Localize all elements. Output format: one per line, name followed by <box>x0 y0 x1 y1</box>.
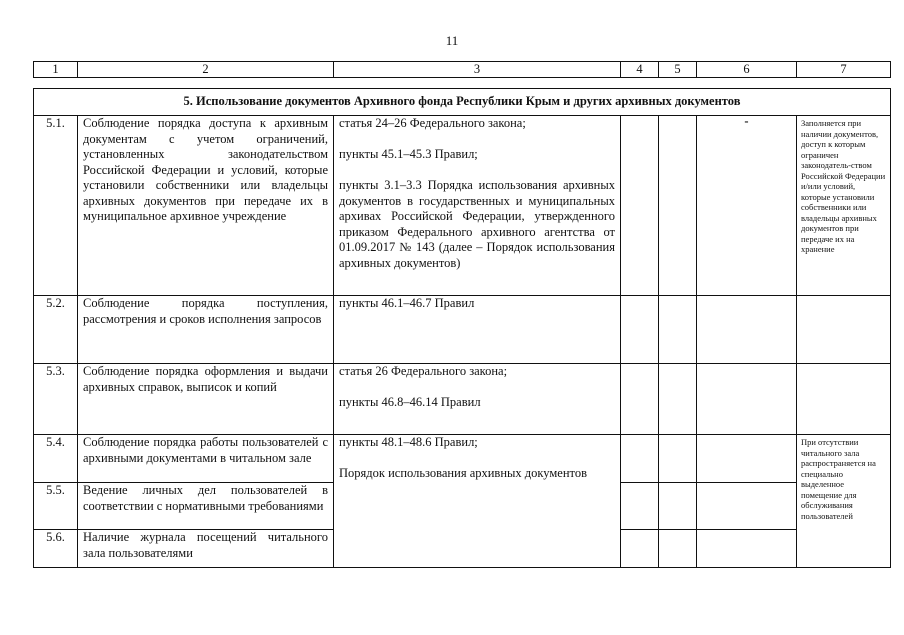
legal-basis-line: пункты 46.8–46.14 Правил <box>339 395 481 409</box>
spacer-row <box>34 78 891 89</box>
legal-basis-line: пункты 3.1–3.3 Порядка использования архивных документов в государственных и муниципальных архивах Российской Федерации, утвержденного приказом Федерального архивного агентства от 01.09.2017 № 143 (далее – Порядок использования архивных документов) <box>339 178 615 270</box>
requirement-text: Наличие журнала посещений читального зала пользователями <box>78 530 334 568</box>
column-header-7: 7 <box>797 62 891 78</box>
legal-basis-cell <box>334 296 621 364</box>
column-header-6: 6 <box>697 62 797 78</box>
legal-basis-cell <box>334 364 621 435</box>
requirement-text: Соблюдение порядка доступа к архивным документам с учетом ограничений, установленных законодательством Российской Федерации и условий, которые установили собственники или владельцы архивных документов при передаче их в муниципальное архивное учреждение <box>78 116 334 296</box>
note-text: При отсутствии читального зала распространяется на специально выделенное помещение для обслуживания пользователей <box>797 435 891 568</box>
table-row <box>34 364 891 435</box>
section-heading-row <box>34 89 891 116</box>
column-header-5: 5 <box>659 62 697 78</box>
legal-basis-cell <box>334 116 621 296</box>
not-applicable-cell: - <box>697 116 797 296</box>
row-number: 5.5. <box>34 483 78 530</box>
inspection-table <box>33 61 891 568</box>
legal-basis-line: Порядок использования архивных документов <box>339 466 587 480</box>
page-number: 11 <box>445 33 459 48</box>
legal-basis-line: статья 26 Федерального закона; <box>339 364 508 378</box>
requirement-text: Соблюдение порядка работы пользователей с архивными документами в читальном зале <box>78 435 334 483</box>
row-number: 5.2. <box>34 296 78 364</box>
legal-basis-line: пункты 46.1–46.7 Правил <box>339 296 475 310</box>
legal-basis-line: пункты 45.1–45.3 Правил; <box>339 147 478 161</box>
table-row <box>34 296 891 364</box>
legal-basis-cell <box>334 435 621 568</box>
legal-basis-line: пункты 48.1–48.6 Правил; <box>339 435 478 449</box>
answer-yes-cell <box>621 116 659 296</box>
column-header-4: 4 <box>621 62 659 78</box>
column-number-row <box>34 62 891 78</box>
column-header-3: 3 <box>334 62 621 78</box>
requirement-text: Соблюдение порядка оформления и выдачи архивных справок, выписок и копий <box>78 364 334 435</box>
table-row <box>34 116 891 296</box>
row-number: 5.3. <box>34 364 78 435</box>
legal-basis-line: статья 24–26 Федерального закона; <box>339 116 526 130</box>
row-number: 5.1. <box>34 116 78 296</box>
row-number: 5.6. <box>34 530 78 568</box>
column-header-2: 2 <box>78 62 334 78</box>
column-header-1: 1 <box>34 62 78 78</box>
row-number: 5.4. <box>34 435 78 483</box>
answer-no-cell <box>659 116 697 296</box>
requirement-text: Соблюдение порядка поступления, рассмотрения и сроков исполнения запросов <box>78 296 334 364</box>
section-title: 5. Использование документов Архивного фонда Республики Крым и других архивных документов <box>34 89 891 116</box>
note-text: Заполняется при наличии документов, доступ к которым ограничен законодатель-ством Российской Федерации и/или условий, которые установили собственники или владельцы архивных документов при передаче их на хранение <box>797 116 891 296</box>
table-row <box>34 435 891 483</box>
requirement-text: Ведение личных дел пользователей в соответствии с нормативными требованиями <box>78 483 334 530</box>
